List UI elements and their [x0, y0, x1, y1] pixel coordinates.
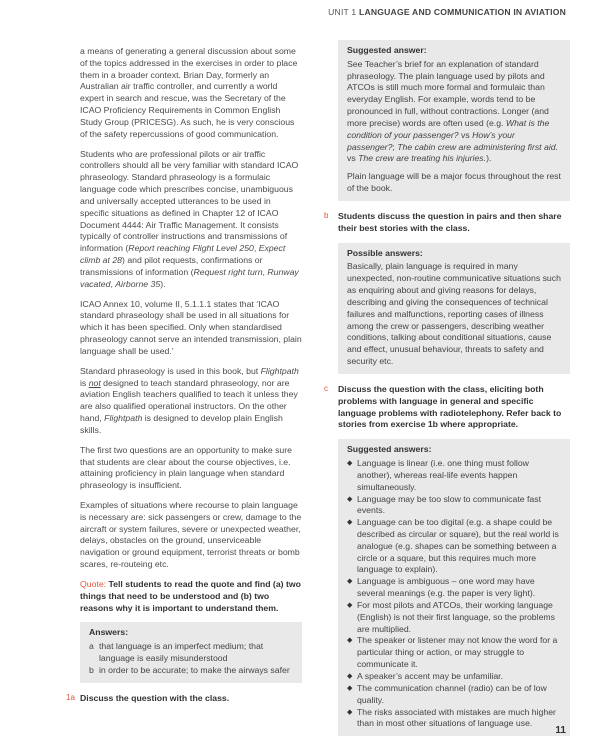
- suggested-answer-title: Suggested answer:: [347, 45, 427, 55]
- diamond-bullet-icon: ◆: [347, 578, 353, 586]
- list-item: [347, 683, 561, 707]
- suggested-answer-note: Plain language will be a major focus throughout the rest of the book.: [347, 171, 561, 194]
- quote-text: Tell students to read the quote and find (a) two things that need to be understood and (b) two reasons why it is important to understand them.: [80, 578, 301, 613]
- task-b: [324, 210, 570, 235]
- answer-letter: b: [89, 664, 94, 675]
- list-item: [347, 600, 561, 635]
- list-item-text: Language is linear (i.e. one thing must follow another), whereas real-life events happen simultaneously.: [357, 458, 529, 492]
- list-item: [347, 517, 561, 576]
- suggested-answers-title: Suggested answers:: [347, 444, 432, 455]
- diamond-bullet-icon: ◆: [347, 519, 353, 527]
- answer-text: in order to be accurate; to make the airways safer: [99, 664, 290, 675]
- paragraph-flightpath: Standard phraseology is used in this book, but Flightpath is not designed to teach standard phraseology, nor are aviation English teachers qualified to teach it unless they are also qualified operational instructors. On the other hand, Flightpath is designed to develop plain English skills.: [80, 365, 299, 435]
- possible-answers-title: Possible answers:: [347, 247, 423, 258]
- task-1a: [66, 692, 302, 705]
- task-c: [324, 383, 570, 431]
- unit-number: UNIT 1: [328, 7, 357, 17]
- list-item: [347, 707, 561, 731]
- list-item-text: The risks associated with mistakes are much higher than in most other situations of language use.: [357, 706, 556, 729]
- diamond-bullet-icon: ◆: [347, 684, 353, 692]
- answer-letter: a: [89, 641, 94, 652]
- diamond-bullet-icon: ◆: [347, 672, 353, 680]
- list-item-text: Language may be too slow to communicate fast events.: [357, 493, 541, 516]
- task-text: Discuss the question with the class.: [80, 692, 230, 703]
- suggested-answers-list: [347, 458, 561, 730]
- list-item-text: The communication channel (radio) can be of low quality.: [357, 682, 547, 705]
- suggested-answers-box: [338, 439, 570, 736]
- suggested-answer-box: [338, 40, 570, 201]
- possible-answers-text: Basically, plain language is required in many unexpected, non-routine communicative situations such as enquiring about and giving reasons for delays, describing and giving the consequences of technical failures and malfunctions, reporting cases of illness among the crew or passengers, describing weather conditions, talking about conditional situations, cause and effect, unusual behaviour, threats to safety and security etc.: [347, 261, 561, 367]
- task-id: c: [324, 383, 328, 393]
- diamond-bullet-icon: ◆: [347, 708, 353, 716]
- diamond-bullet-icon: ◆: [347, 460, 353, 468]
- paragraph-icao-annex: ICAO Annex 10, volume II, 5.1.1.1 states that ‘ICAO standard phraseology shall be used in all situations for which it has been specified. Only when standardised phraseology cannot serve an intended transmission, plain language shall be used.’: [80, 298, 302, 356]
- task-id: 1a: [66, 692, 75, 702]
- diamond-bullet-icon: ◆: [347, 637, 353, 645]
- answer-item: [89, 665, 293, 677]
- paragraph-examples: Examples of situations where recourse to plain language is necessary are: sick passengers or crew, damage to the aircraft or system failures, severe or unexpected weather, delays, obstacles on the ground, unserviceable navigation or ground equipment, terrorist threats or bomb scares, re-routeing etc.: [80, 499, 302, 570]
- unit-title: LANGUAGE AND COMMUNICATION IN AVIATION: [359, 7, 566, 17]
- diamond-bullet-icon: ◆: [347, 601, 353, 609]
- list-item: [347, 458, 561, 493]
- answers-box: [80, 622, 302, 682]
- task-id: b: [324, 210, 329, 220]
- left-column: [66, 46, 302, 713]
- list-item: [347, 671, 561, 683]
- running-header: [328, 7, 566, 17]
- quote-label: Quote:: [80, 578, 107, 589]
- list-item-text: The speaker or listener may not know the word for a particular thing or action, or may struggle to communicate it.: [357, 635, 558, 670]
- list-item: [347, 635, 561, 670]
- quote-instruction: [80, 579, 302, 614]
- possible-answers-box: [338, 243, 570, 374]
- list-item: [347, 576, 561, 600]
- paragraph-questions: The first two questions are an opportunity to make sure that students are clear about the course objectives, i.e. attaining proficiency in plain language when standard phraseology is insufficient.: [80, 444, 292, 491]
- paragraph-phraseology: Students who are professional pilots or air traffic controllers should all be very familiar with standard ICAO phraseology. Standard phraseology is a formulaic language code which prescribes concise, unambiguous and universally accepted utterances to be used in specific situations as defined in Chapter 12 of ICAO Document 4444: Air Traffic Management. It consists typically of controller instructions and transmissions of information (Report reaching Flight Level 250, Expect climb at 28) and pilot requests, confirmations or transmissions of information (Request right turn, Runway vacated, Airborne 35).: [80, 148, 299, 289]
- right-column: [324, 40, 570, 746]
- answer-item: [89, 641, 293, 665]
- answers-title: Answers:: [89, 627, 129, 638]
- list-item-text: Language is ambiguous – one word may have several meanings (e.g. the paper is very light).: [357, 576, 536, 599]
- page-number: 11: [555, 725, 566, 736]
- answer-text: that language is an imperfect medium; that language is easily misunderstood: [99, 641, 264, 664]
- list-item-text: Language can be too digital (e.g. a shape could be described as circular or square), but the real world is analogue (e.g. shapes can be something between a circle or a square, but this requires much more language to explain).: [357, 517, 559, 575]
- diamond-bullet-icon: ◆: [347, 495, 353, 503]
- list-item-text: For most pilots and ATCOs, their working language (English) is not their first language, so the problems are multiplied.: [357, 599, 555, 634]
- list-item-text: A speaker’s accent may be unfamiliar.: [357, 670, 503, 681]
- task-text: Discuss the question with the class, eliciting both problems with language in general and specific language problems with radiotelephony. Refer back to stories from exercise 1b where appropriate.: [338, 383, 562, 430]
- paragraph-intro: a means of generating a general discussion about some of the topics addressed in the exercises in order to place them in a broader context. Brian Day, formerly an Australian air traffic controller, and currently a world expert in search and rescue, was the Secretary of the ICAO Proficiency Requirements in Common English Study Group (PRICESG). As such, he is very conscious of the safety repercussions of good communication.: [80, 46, 298, 139]
- task-text: Students discuss the question in pairs and then share their best stories with the class.: [338, 210, 562, 233]
- suggested-answer-text: See Teacher’s brief for an explanation of standard phraseology. The plain language used by pilots and ATCOs is still much more formal and formulaic than everyday English. For example, words tend to be pronounced in full, without contractions. Longer (and more precise) words are often used (e.g. What is the condition of your passenger? vs How’s your passenger?; The cabin crew are administering first aid. vs The crew are treating his injuries.).: [347, 58, 559, 164]
- list-item: [347, 494, 561, 518]
